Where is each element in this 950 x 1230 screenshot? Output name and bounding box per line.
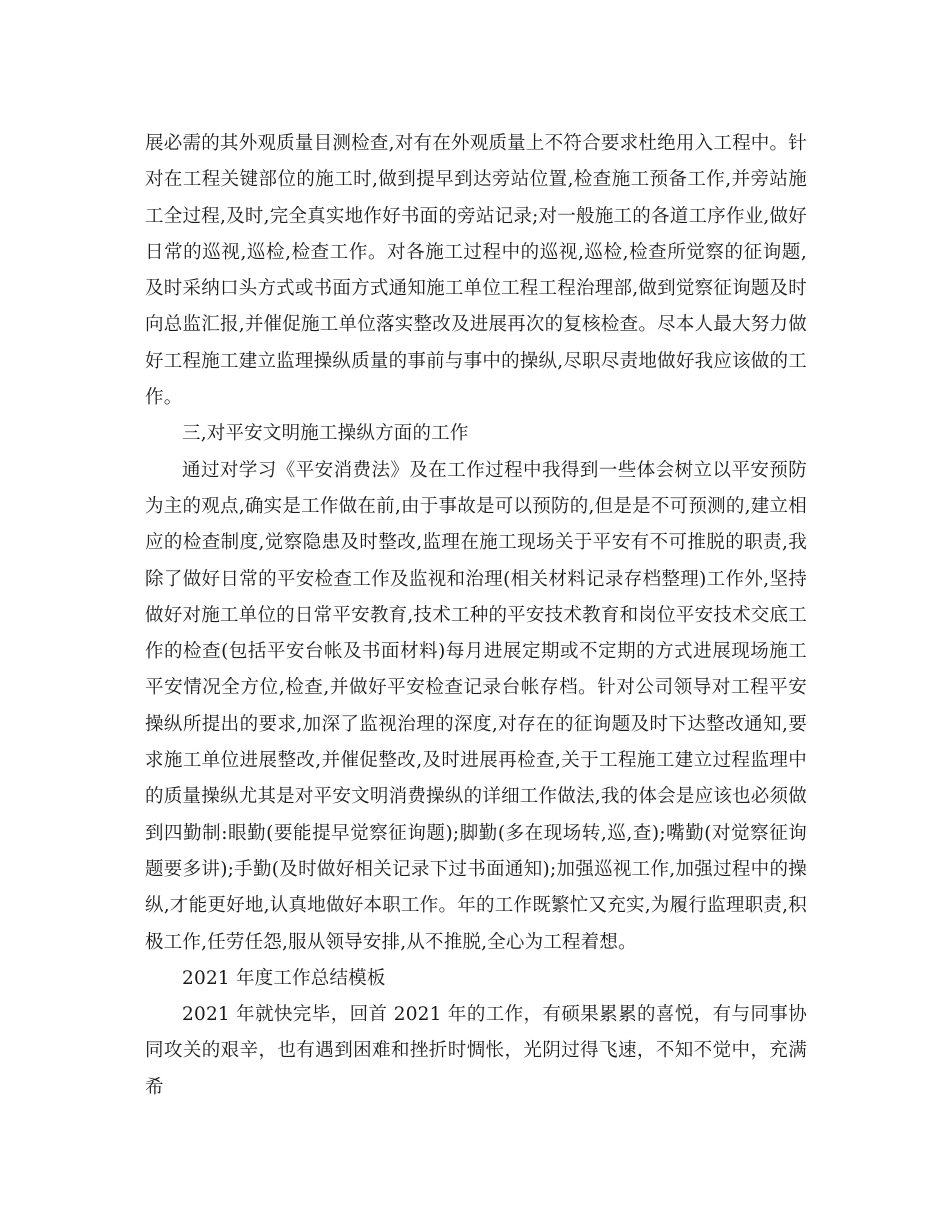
paragraph-quality-inspection: 展必需的其外观质量目测检查,对有在外观质量上不符合要求杜绝用入工程中。针对在工程关键部位的施工时,做到提早到达旁站位置,检查施工预备工作,并旁站施工全过程,及时,完全真实地作好书面的旁站记录;对一般施工的各道工序作业,做好日常的巡视,巡检,检查工作。对各施工过程中的巡视,巡检,检查所觉察的征询题,及时采纳口头方式或书面方式通知施工单位工程工程治理部,做到觉察征询题及时向总监汇报,并催促施工单位落实整改及进展再次的复核检查。尽本人最大努力做好工程施工建立监理操纵质量的事前与事中的操纵,尽职尽责地做好我应该做的工作。: [145, 133, 807, 409]
document-body: [145, 126, 807, 1106]
section-heading-summary-template: 2021 年度工作总结模板: [182, 967, 386, 989]
section-heading-safety: 三,对平安文明施工操纵方面的工作: [182, 423, 469, 445]
paragraph-annual-review: 2021 年就快完毕，回首 2021 年的工作，有硕果累累的喜悦，有与同事协同攻关的艰辛，也有遇到困难和挫折时惆怅，光阴过得飞速，不知不觉中，充满希: [145, 1004, 807, 1098]
paragraph-safety-work: 通过对学习《平安消费法》及在工作过程中我得到一些体会树立以平安预防为主的观点,确实是工作做在前,由于事故是可以预防的,但是是不可预测的,建立相应的检查制度,觉察隐患及时整改,监理在施工现场关于平安有不可推脱的职责,我除了做好日常的平安检查工作及监视和治理(相关材料记录存档整理)工作外,坚持做好对施工单位的日常平安教育,技术工种的平安技术教育和岗位平安技术交底工作的检查(包括平安台帐及书面材料)每月进展定期或不定期的方式进展现场施工平安情况全方位,检查,并做好平安检查记录台帐存档。针对公司领导对工程平安操纵所提出的要求,加深了监视治理的深度,对存在的征询题及时下达整改通知,要求施工单位进展整改,并催促整改,及时进展再检查,关于工程施工建立过程监理中的质量操纵尤其是对平安文明消费操纵的详细工作做法,我的体会是应该也必须做到四勤制:眼勤(要能提早觉察征询题);脚勤(多在现场转,巡,查);嘴勤(对觉察征询题要多讲);手勤(及时做好相关记录下过书面通知);加强巡视工作,加强过程中的操纵,才能更好地,认真地做好本职工作。年的工作既繁忙又充实,为履行监理职责,积极工作,任劳任怨,服从领导安排,从不推脱,全心为工程着想。: [145, 459, 807, 953]
